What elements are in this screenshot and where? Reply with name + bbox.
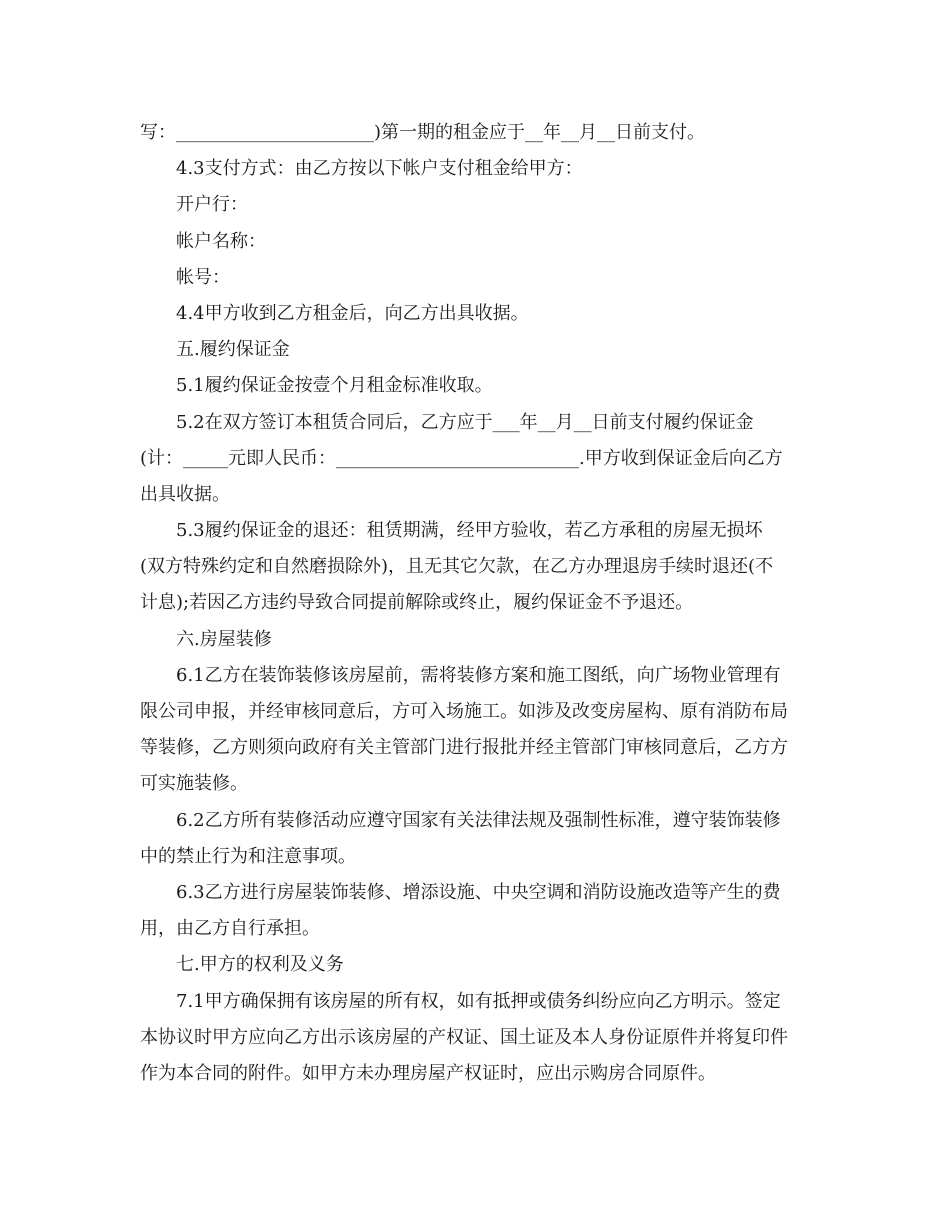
text-line: 用，由乙方自行承担。 [140, 918, 320, 940]
text-line: 5.1履约保证金按壹个月租金标准收取。 [176, 375, 493, 397]
text-line: 写：______________________)第一期的租金应于__年__月__日前支付。 [140, 122, 706, 143]
text-line: 中的禁止行为和注意事项。 [140, 845, 356, 867]
text-line: 6.3乙方进行房屋装饰装修、增添设施、中央空调和消防设施改造等产生的费 [176, 881, 781, 903]
text-line: 本协议时甲方应向乙方出示该房屋的产权证、国土证及本人身份证原件并将复印件 [140, 1026, 788, 1048]
text-line: 5.2在双方签订本租赁合同后，乙方应于___年__月__日前支付履约保证金 [176, 411, 754, 433]
text-line: 作为本合同的附件。如甲方未办理房屋产权证时，应出示购房合同原件。 [140, 1062, 716, 1084]
text-line: 等装修，乙方则须向政府有关主管部门进行报批并经主管部门审核同意后，乙方方 [140, 737, 788, 759]
text-line: 限公司申报，并经审核同意后，方可入场施工。如涉及改变房屋构、原有消防布局 [140, 701, 788, 722]
text-line: 帐户名称： [176, 230, 266, 252]
section-heading: 五.履约保证金 [176, 339, 290, 361]
text-line: 出具收据。 [140, 483, 230, 505]
section-heading: 六.房屋装修 [176, 628, 272, 650]
text-line: 开户行： [176, 194, 248, 216]
text-line: 帐号： [176, 266, 230, 288]
text-line: 计息);若因乙方违约导致合同提前解除或终止，履约保证金不予退还。 [140, 592, 694, 614]
text-line: 6.2乙方所有装修活动应遵守国家有关法律法规及强制性标准，遵守装饰装修 [176, 809, 781, 831]
text-line: 4.3支付方式：由乙方按以下帐户支付租金给甲方： [176, 158, 583, 180]
text-line: 4.4甲方收到乙方租金后，向乙方出具收据。 [176, 302, 529, 324]
text-line: 5.3履约保证金的退还：租赁期满，经甲方验收，若乙方承租的房屋无损坏 [176, 520, 763, 542]
text-line: 可实施装修。 [140, 773, 248, 795]
text-line: 7.1甲方确保拥有该房屋的所有权，如有抵押或债务纠纷应向乙方明示。签定 [176, 990, 781, 1012]
text-line: 6.1乙方在装饰装修该房屋前，需将装修方案和施工图纸，向广场物业管理有 [176, 664, 781, 686]
text-line: (双方特殊约定和自然磨损除外)，且无其它欠款，在乙方办理退房手续时退还(不 [140, 556, 774, 578]
section-heading: 七.甲方的权利及义务 [176, 954, 344, 976]
text-line: (计：_____元即人民币：___________________________.甲方收到保证金后向乙方 [140, 447, 783, 469]
